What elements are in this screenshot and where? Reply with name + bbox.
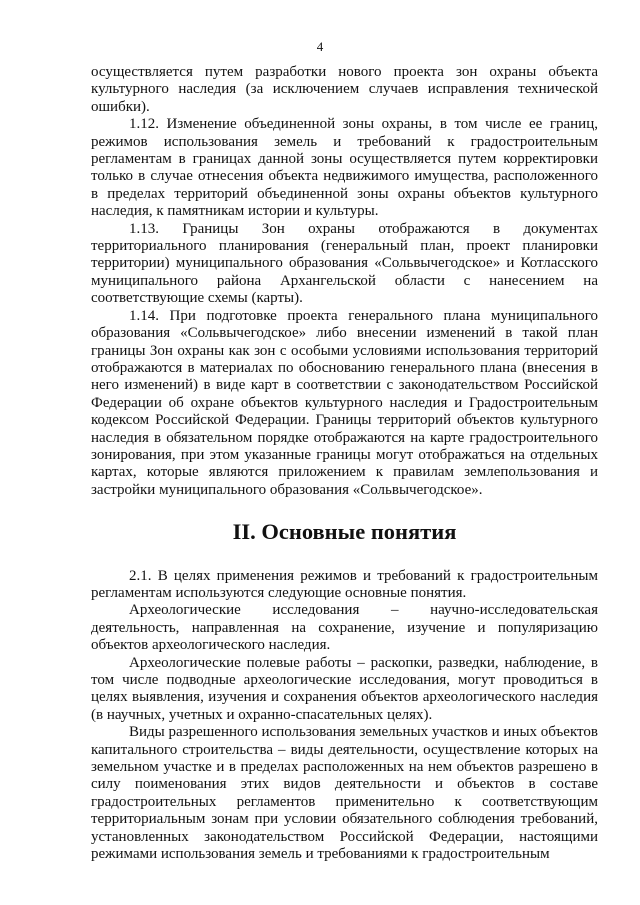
definition-permitted-use: Виды разрешенного использования земельных участков и иных объектов капитального строительства – виды деятельности, осуществление которых на земельном участке и в пределах расположенных на нем объектов разрешено в силу поименования этих видов деятельности и объектов в составе градостроительных регламентов применительно к соответствующим территориальным зонам при условии обязательного соблюдения требований, установленных законодательством Российской Федерации, настоящими режимами использования земель и требованиями к градостроительным	[91, 724, 598, 863]
paragraph-continuation: осуществляется путем разработки нового проекта зон охраны объекта культурного наследия (за исключением случаев исправления технической ошибки).	[91, 64, 598, 115]
page-number: 4	[316, 39, 324, 54]
paragraph-1-13: 1.13. Границы Зон охраны отображаются в документах территориального планирования (генеральный план, проект планировки территории) муниципального образования «Сольвычегодское» и Котласского муниципального района Архангельской области с нанесением на соответствующие схемы (карты).	[91, 220, 598, 307]
paragraph-1-14: 1.14. При подготовке проекта генерального плана муниципального образования «Сольвычегодское» либо внесении изменений в такой план границы Зон охраны как зон с особыми условиями использования территорий отображаются в материалах по обоснованию генерального плана (внесения в него изменений) в виде карт в соответствии с законодательством Российской Федерации об охране объектов культурного наследия и Градостроительным кодексом Российской Федерации. Границы территорий объектов культурного наследия в обязательном порядке отображаются на карте градостроительного зонирования, при этом указанные границы могут отображаться на отдельных картах, которые являются приложением к правилам землепользования и застройки муниципального образования «Сольвычегодское».	[91, 307, 598, 498]
paragraph-2-1: 2.1. В целях применения режимов и требований к градостроительным регламентам используются следующие основные понятия.	[91, 567, 598, 601]
definition-archaeological-fieldwork: Археологические полевые работы – раскопки, разведки, наблюдение, в том числе подводные археологические исследования, могут проводиться в целях выявления, изучения и сохранения объектов археологического наследия (в научных, учетных и охранно-спасательных целях).	[91, 654, 598, 723]
document-body	[91, 64, 598, 863]
definition-archaeological-research: Археологические исследования – научно-исследовательская деятельность, направленная на сохранение, изучение и популяризацию объектов археологического наследия.	[91, 602, 598, 654]
paragraph-1-12: 1.12. Изменение объединенной зоны охраны, в том числе ее границ, режимов использования земель и требований к градостроительным регламентам в границах данной зоны осуществляется путем корректировки только в случае отнесения объекта недвижимого имущества, расположенного в пределах территорий объединенной зоны охраны объектов культурного наследия, к памятникам истории и культуры.	[91, 116, 598, 220]
section-heading: II. Основные понятия	[232, 519, 457, 545]
